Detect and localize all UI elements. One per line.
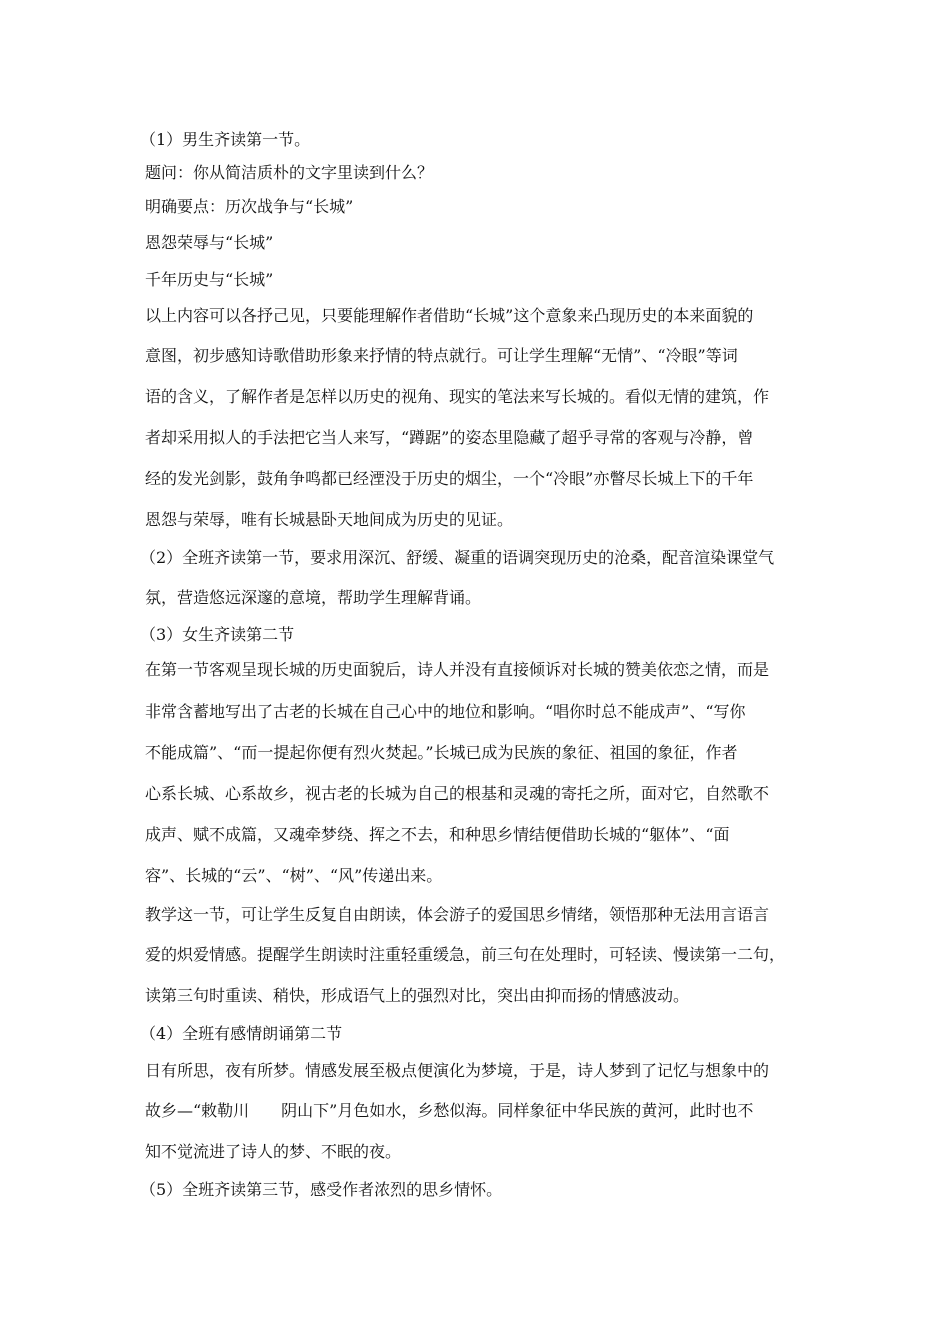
key-point-line: 千年历史与“长城” (145, 270, 274, 289)
paragraph-line: 恩怨与荣辱，唯有长城悬卧天地间成为历史的见证。 (145, 510, 514, 529)
paragraph-line: 不能成篇”、“而一提起你便有烈火焚起。”长城已成为民族的象征、祖国的象征，作者 (145, 743, 738, 762)
item-3-heading: （3）女生齐读第二节 (140, 625, 295, 644)
item-2-line: 氛，营造悠远深邃的意境，帮助学生理解背诵。 (145, 588, 482, 607)
paragraph-line: 以上内容可以各抒己见，只要能理解作者借助“长城”这个意象来凸现历史的本来面貌的 (145, 306, 754, 325)
item-5-heading: （5）全班齐读第三节，感受作者浓烈的思乡情怀。 (140, 1180, 503, 1199)
paragraph-line: 经的发光剑影，鼓角争鸣都已经湮没于历史的烟尘，一个“冷眼”亦瞥尽长城上下的千年 (145, 469, 754, 488)
paragraph-line: 意图，初步感知诗歌借助形象来抒情的特点就行。可让学生理解“无情”、“冷眼”等词 (145, 346, 738, 365)
question-line: 题问：你从简洁质朴的文字里读到什么？ (145, 163, 434, 182)
paragraph-line: 日有所思，夜有所梦。情感发展至极点便演化为梦境，于是，诗人梦到了记忆与想象中的 (145, 1061, 770, 1080)
paragraph-line: 知不觉流进了诗人的梦、不眠的夜。 (145, 1142, 402, 1161)
paragraph-line: 爱的炽爱情感。提醒学生朗读时注重轻重缓急，前三句在处理时，可轻读、慢读第一二句， (145, 945, 786, 964)
paragraph-line: 语的含义，了解作者是怎样以历史的视角、现实的笔法来写长城的。看似无情的建筑，作 (145, 387, 770, 406)
key-point-line: 恩怨荣辱与“长城” (145, 233, 274, 252)
item-4-heading: （4）全班有感情朗诵第二节 (140, 1024, 343, 1043)
paragraph-line: 成声、赋不成篇，又魂牵梦绕、挥之不去，和种思乡情结便借助长城的“躯体”、“面 (145, 825, 730, 844)
item-2-line: （2）全班齐读第一节，要求用深沉、舒缓、凝重的语调突现历史的沧桑，配音渲染课堂气 (140, 548, 775, 567)
key-point-line: 明确要点：历次战争与“长城” (145, 197, 354, 216)
paragraph-line: 读第三句时重读、稍快，形成语气上的强烈对比，突出由抑而扬的情感波动。 (145, 986, 690, 1005)
item-1-heading: （1）男生齐读第一节。 (140, 130, 311, 149)
paragraph-line: 者却采用拟人的手法把它当人来写，“蹲踞”的姿态里隐藏了超乎寻常的客观与冷静，曾 (145, 428, 754, 447)
paragraph-line: 在第一节客观呈现长城的历史面貌后，诗人并没有直接倾诉对长城的赞美依恋之情，而是 (145, 660, 770, 679)
paragraph-line: 故乡—“敕勒川 阴山下”月色如水，乡愁似海。同样象征中华民族的黄河，此时也不 (145, 1101, 754, 1120)
paragraph-line: 非常含蓄地写出了古老的长城在自己心中的地位和影响。“唱你时总不能成声”、“写你 (145, 702, 746, 721)
paragraph-line: 心系长城、心系故乡，视古老的长城为自己的根基和灵魂的寄托之所，面对它，自然歌不 (145, 784, 770, 803)
paragraph-line: 容”、长城的“云”、“树”、“风”传递出来。 (145, 866, 443, 885)
paragraph-line: 教学这一节，可让学生反复自由朗读，体会游子的爱国思乡情绪，领悟那种无法用言语言 (145, 905, 770, 924)
